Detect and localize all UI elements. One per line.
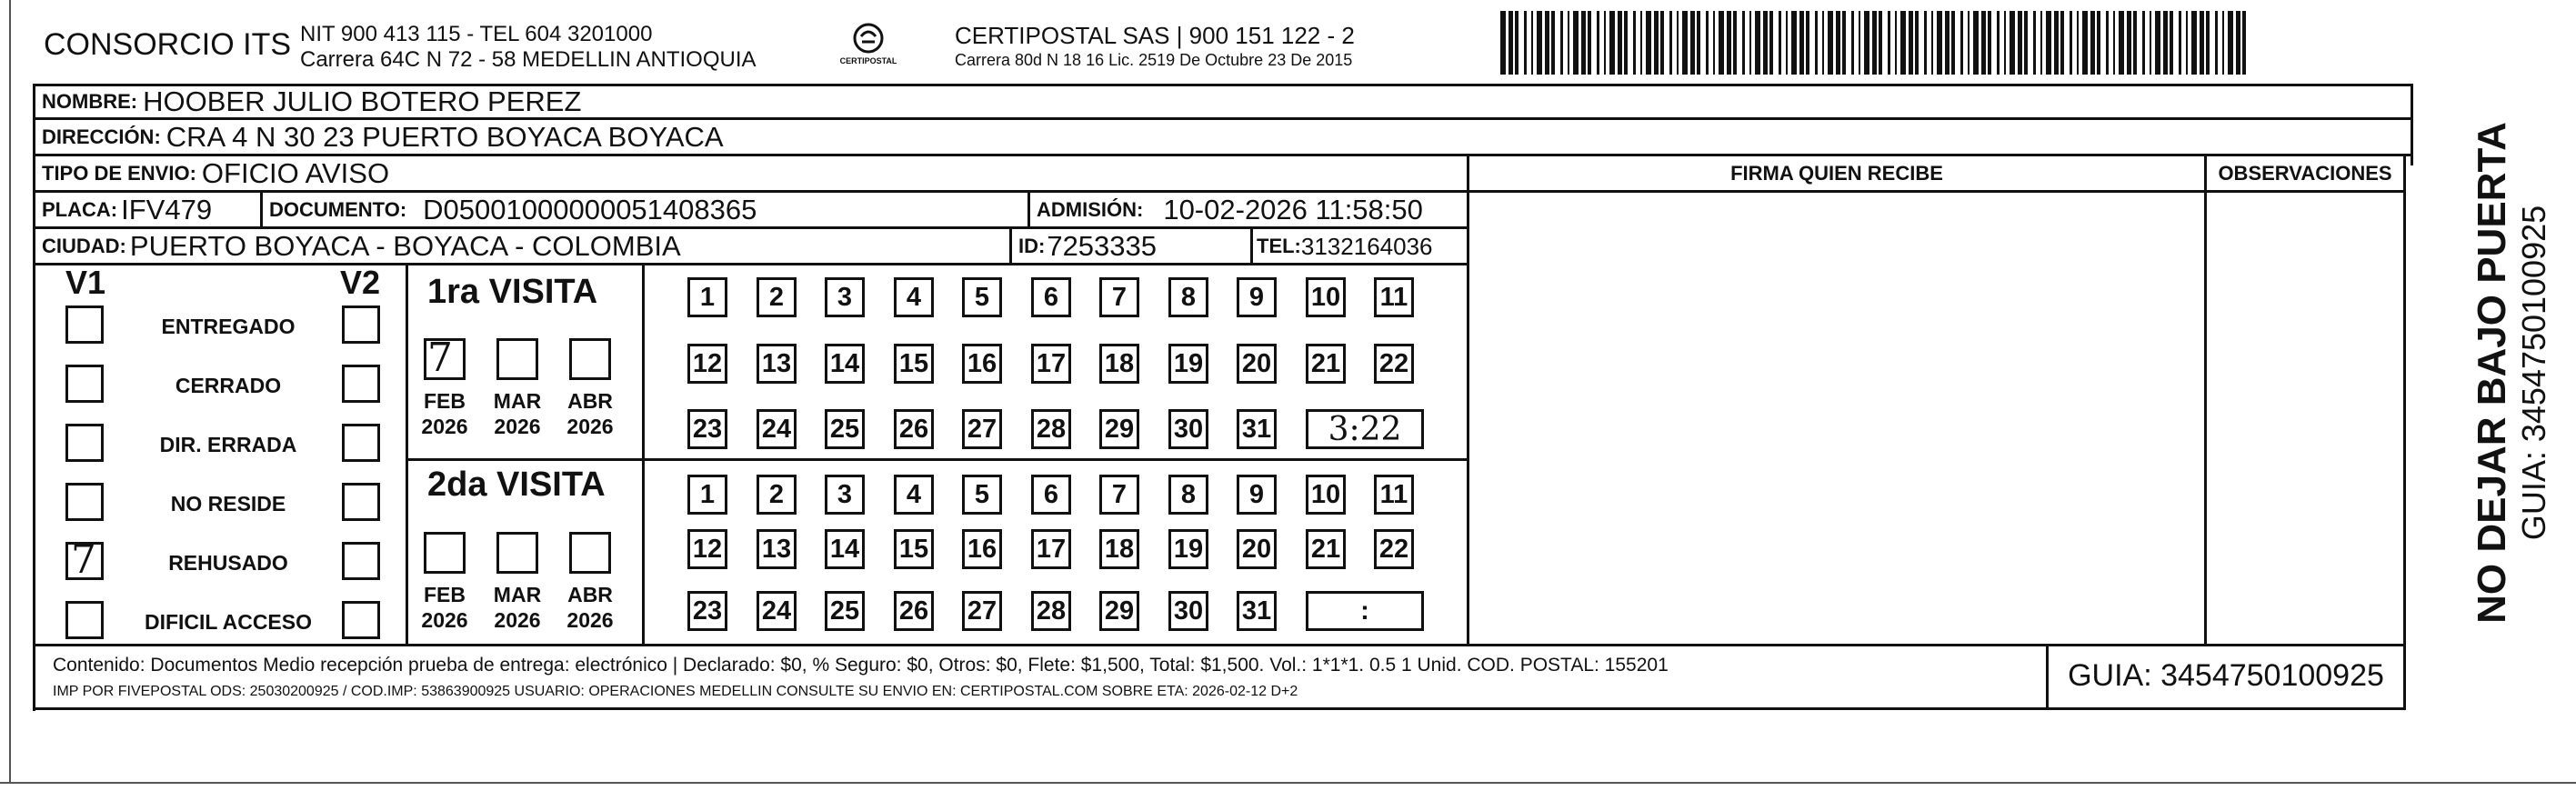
barcode-bar [1945, 11, 1950, 75]
first-visit-day-box[interactable]: 5 [962, 277, 1002, 317]
status-label: DIFICIL ACCESO [144, 610, 312, 634]
second-visit-time-box[interactable]: : [1306, 591, 1424, 631]
nombre-value: HOOBER JULIO BOTERO PEREZ [143, 85, 582, 117]
first-visit-day-box[interactable]: 31 [1237, 409, 1277, 449]
barcode-bar [1524, 11, 1527, 75]
barcode [1500, 11, 2255, 76]
second-visit-day-box[interactable]: 24 [757, 591, 797, 631]
documento-label: DOCUMENTO: [269, 198, 407, 221]
first-visit-title: 1ra VISITA [427, 273, 598, 311]
barcode-bar [1669, 11, 1672, 75]
barcode-bar [2046, 11, 2051, 75]
barcode-bar [1640, 11, 1642, 75]
admision-label: ADMISIÓN: [1037, 198, 1144, 221]
barcode-bar [2155, 11, 2160, 75]
barcode-bar [2206, 11, 2210, 75]
barcode-bar [1755, 11, 1760, 75]
month-label: FEB [424, 389, 466, 413]
v2-checkbox[interactable] [342, 305, 380, 344]
second-visit-day-box[interactable]: 16 [962, 529, 1002, 569]
month-label: FEB [424, 583, 466, 606]
second-visit-day-box[interactable]: 7 [1099, 475, 1139, 515]
tipo-label: TIPO DE ENVIO: [42, 162, 196, 185]
barcode-bar [1900, 11, 1906, 75]
barcode-bar [2133, 11, 2137, 75]
v1-checkbox[interactable] [65, 483, 104, 521]
second-visit-day-box[interactable]: 25 [825, 591, 865, 631]
side-text [2470, 122, 2553, 624]
first-visit-day-box[interactable]: 12 [687, 344, 727, 384]
barcode-bar [1879, 11, 1882, 75]
barcode-bar [1749, 11, 1751, 75]
second-visit-day-box[interactable]: 10 [1306, 475, 1346, 515]
tipo-value: OFICIO AVISO [201, 157, 390, 189]
second-visit-day-box[interactable]: 11 [1374, 475, 1414, 515]
month-label: ABR [567, 389, 613, 413]
carrier-name: CERTIPOSTAL SAS | 900 151 122 - 2 [955, 22, 1355, 49]
ciudad-label: CIUDAD: [42, 235, 126, 257]
v1-handwritten-mark: 7 [71, 536, 96, 583]
second-visit-day-box[interactable]: 31 [1237, 591, 1277, 631]
barcode-bar [2150, 11, 2151, 75]
imp-text: IMP POR FIVEPOSTAL ODS: 25030200925 / COD.IMP: 53863900925 USUARIO: OPERACIONES MEDELLIN CONSULTE SU ENVIO EN: CERTIPOSTAL.COM SOBRE ETA: 2026-02-12 D+2 [53, 684, 1298, 699]
barcode-bar [1515, 11, 1519, 75]
first-visit-month-box[interactable] [569, 338, 611, 380]
barcode-bar [1791, 11, 1797, 75]
first-visit-time-box[interactable]: 3:22 [1306, 409, 1424, 449]
second-visit-day-box[interactable]: 5 [962, 475, 1002, 515]
first-visit-day-box[interactable]: 23 [687, 409, 727, 449]
barcode-bar [2004, 11, 2006, 75]
placa-value: IFV479 [121, 194, 213, 225]
first-visit-day-box[interactable]: 4 [894, 277, 934, 317]
barcode-bar [1618, 11, 1622, 75]
barcode-bar [1859, 11, 1860, 75]
second-visit-day-box[interactable]: 2 [757, 475, 797, 515]
documento-cell [269, 193, 757, 227]
barcode-bar [1509, 11, 1513, 75]
first-visit-day-box[interactable]: 24 [757, 409, 797, 449]
firma-label: FIRMA QUIEN RECIBE [1730, 162, 1943, 185]
barcode-bar [1951, 11, 1955, 75]
v1-checkbox[interactable] [65, 305, 104, 344]
barcode-bar [1822, 11, 1824, 75]
second-visit-month-box[interactable] [424, 532, 466, 574]
barcode-bar [1727, 11, 1731, 75]
barcode-bar [2186, 11, 2188, 75]
first-visit-month-mark: 7 [427, 335, 453, 381]
month-label: ABR [567, 583, 613, 606]
barcode-bar [1690, 11, 1695, 75]
second-visit-day-box[interactable]: 13 [757, 529, 797, 569]
first-visit-day-box[interactable]: 18 [1099, 344, 1139, 384]
first-visit-month-box[interactable] [496, 338, 538, 380]
second-visit-day-box[interactable]: 19 [1168, 529, 1208, 569]
id-label: ID: [1018, 235, 1046, 257]
second-visit-day-box[interactable]: 23 [687, 591, 727, 631]
first-visit-day-box[interactable]: 7 [1099, 277, 1139, 317]
barcode-bar [1842, 11, 1846, 75]
barcode-bar [1763, 11, 1768, 75]
barcode-bar [1981, 11, 1986, 75]
v1-checkbox[interactable] [65, 601, 104, 639]
first-visit-day-box[interactable]: 30 [1168, 409, 1208, 449]
second-visit-day-box[interactable]: 15 [894, 529, 934, 569]
barcode-bar [2242, 11, 2246, 75]
second-visit-day-box[interactable]: 1 [687, 475, 727, 515]
barcode-bar [1537, 11, 1542, 75]
v1-checkbox[interactable] [65, 424, 104, 462]
barcode-bar [1604, 11, 1606, 75]
barcode-bar [1779, 11, 1781, 75]
documento-value: D05001000000051408365 [423, 194, 757, 225]
second-visit-day-box[interactable]: 29 [1099, 591, 1139, 631]
first-visit-day-box[interactable]: 11 [1374, 277, 1414, 317]
first-visit-day-box[interactable]: 28 [1031, 409, 1071, 449]
barcode-bar [1713, 11, 1715, 75]
barcode-bar [1895, 11, 1897, 75]
barcode-bar [2113, 11, 2115, 75]
barcode-bar [1588, 11, 1591, 75]
barcode-bar [2090, 11, 2095, 75]
barcode-bar [1988, 11, 1991, 75]
barcode-bar [2119, 11, 2124, 75]
barcode-bar [1677, 11, 1679, 75]
second-visit-month-box[interactable] [569, 532, 611, 574]
barcode-bar [1551, 11, 1555, 75]
barcode-bar [1931, 11, 1933, 75]
barcode-bar [2222, 11, 2224, 75]
tel-label: TEL: [1257, 235, 1301, 257]
barcode-bar [1597, 11, 1599, 75]
second-visit-month-box[interactable] [496, 532, 538, 574]
barcode-bar [2215, 11, 2218, 75]
barcode-bar [1799, 11, 1804, 75]
second-visit-day-box[interactable]: 4 [894, 475, 934, 515]
barcode-bar [2082, 11, 2088, 75]
barcode-bar [2010, 11, 2015, 75]
barcode-bar [1545, 11, 1549, 75]
placa-cell [42, 193, 212, 227]
month-label: MAR [493, 583, 542, 606]
barcode-bar [1864, 11, 1869, 75]
barcode-bar [1769, 11, 1773, 75]
year-label: 2026 [421, 608, 468, 632]
certipostal-logo-text: CERTIPOSTAL [839, 56, 897, 65]
barcode-bar [1806, 11, 1809, 75]
barcode-bar [1997, 11, 2000, 75]
barcode-bar [1888, 11, 1890, 75]
barcode-bar [2228, 11, 2233, 75]
barcode-bar [2106, 11, 2109, 75]
v2-checkbox[interactable] [342, 365, 380, 403]
barcode-bar [1573, 11, 1579, 75]
first-visit-day-box[interactable]: 17 [1031, 344, 1071, 384]
barcode-bar [2018, 11, 2022, 75]
direccion-row [42, 120, 724, 155]
v2-checkbox[interactable] [342, 542, 380, 580]
barcode-bar [1531, 11, 1533, 75]
v2-checkbox[interactable] [342, 601, 380, 639]
placa-label: PLACA: [42, 198, 118, 221]
company-address: Carrera 64C N 72 - 58 MEDELLIN ANTIOQUIA [300, 47, 757, 72]
company-nit: NIT 900 413 115 - TEL 604 3201000 [300, 22, 653, 46]
contenido-text: Contenido: Documentos Medio recepción prueba de entrega: electrónico | Declarado: $0, % Seguro: $0, Otros: $0, Flete: $1,500, Total: $1,500. Vol.: 1*1*1. 0.5 1 Unid. COD. POSTAL: 155201 [53, 655, 1669, 676]
barcode-bar [2024, 11, 2028, 75]
first-visit-day-box[interactable]: 29 [1099, 409, 1139, 449]
first-visit-day-box[interactable]: 16 [962, 344, 1002, 384]
barcode-bar [2040, 11, 2042, 75]
status-label: CERRADO [175, 374, 282, 397]
barcode-bar [1828, 11, 1833, 75]
admision-value: 10-02-2026 11:58:50 [1163, 194, 1423, 225]
first-visit-day-box[interactable]: 8 [1168, 277, 1208, 317]
no-dejar-text: NO DEJAR BAJO PUERTA [2470, 122, 2514, 624]
barcode-bar [2060, 11, 2064, 75]
barcode-bar [2179, 11, 2181, 75]
id-cell [1018, 229, 1157, 264]
first-visit-day-box[interactable]: 13 [757, 344, 797, 384]
barcode-bar [1742, 11, 1745, 75]
month-label: MAR [493, 389, 542, 413]
ciudad-value: PUERTO BOYACA - BOYACA - COLOMBIA [129, 230, 681, 262]
second-visit-day-box[interactable]: 3 [825, 475, 865, 515]
first-visit-day-box[interactable]: 14 [825, 344, 865, 384]
barcode-bar [1581, 11, 1586, 75]
second-visit-day-box[interactable]: 20 [1237, 529, 1277, 569]
barcode-bar [2191, 11, 2197, 75]
barcode-bar [1706, 11, 1709, 75]
barcode-bar [1786, 11, 1788, 75]
barcode-bar [1568, 11, 1569, 75]
barcode-bar [1660, 11, 1664, 75]
year-label: 2026 [566, 608, 614, 632]
barcode-bar [1609, 11, 1615, 75]
v2-checkbox[interactable] [342, 483, 380, 521]
status-label: NO RESIDE [170, 492, 286, 516]
barcode-bar [1915, 11, 1919, 75]
barcode-bar [1937, 11, 1942, 75]
year-label: 2026 [494, 415, 541, 438]
barcode-bar [1500, 11, 1506, 75]
barcode-bar [2170, 11, 2173, 75]
ciudad-cell [42, 229, 681, 264]
first-visit-day-box[interactable]: 1 [687, 277, 727, 317]
first-visit-day-box[interactable]: 27 [962, 409, 1002, 449]
status-label: REHUSADO [168, 551, 288, 575]
first-visit-day-box[interactable]: 22 [1374, 344, 1414, 384]
company-name: CONSORCIO ITS [44, 27, 292, 62]
barcode-bar [1697, 11, 1700, 75]
certipostal-logo [837, 20, 900, 75]
year-label: 2026 [421, 415, 468, 438]
barcode-bar [2236, 11, 2240, 75]
barcode-bar [2054, 11, 2059, 75]
first-visit-day-box[interactable]: 25 [825, 409, 865, 449]
first-visit-day-box[interactable]: 19 [1168, 344, 1208, 384]
barcode-bar [2142, 11, 2145, 75]
barcode-bar [2200, 11, 2204, 75]
v1-heading: V1 [65, 264, 106, 301]
direccion-value: CRA 4 N 30 23 PUERTO BOYACA BOYACA [165, 121, 724, 153]
second-visit-day-box[interactable]: 6 [1031, 475, 1071, 515]
first-visit-day-box[interactable]: 3 [825, 277, 865, 317]
observaciones-label: OBSERVACIONES [2218, 162, 2392, 185]
tel-cell [1257, 229, 1433, 264]
second-visit-day-box[interactable]: 8 [1168, 475, 1208, 515]
year-label: 2026 [494, 608, 541, 632]
tel-value: 3132164036 [1300, 232, 1433, 260]
nombre-row [42, 85, 581, 118]
barcode-bar [1960, 11, 1963, 75]
barcode-bar [1654, 11, 1659, 75]
barcode-bar [1836, 11, 1840, 75]
carrier-address: Carrera 80d N 18 16 Lic. 2519 De Octubre 23 De 2015 [955, 51, 1353, 69]
barcode-bar [2070, 11, 2072, 75]
barcode-bar [1851, 11, 1854, 75]
second-visit-title: 2da VISITA [427, 466, 606, 504]
second-visit-day-box[interactable]: 12 [687, 529, 727, 569]
first-visit-day-box[interactable]: 10 [1306, 277, 1346, 317]
id-value: 7253335 [1047, 230, 1158, 262]
direccion-label: DIRECCIÓN: [42, 125, 161, 148]
barcode-bar [2163, 11, 2168, 75]
nombre-label: NOMBRE: [42, 90, 138, 113]
barcode-bar [1909, 11, 1913, 75]
first-visit-day-box[interactable]: 9 [1237, 277, 1277, 317]
first-visit-day-box[interactable]: 15 [894, 344, 934, 384]
side-guia-text: GUIA: 3454750100925 [2515, 205, 2552, 541]
second-visit-day-box[interactable]: 26 [894, 591, 934, 631]
first-visit-day-box[interactable]: 21 [1306, 344, 1346, 384]
barcode-bar [1973, 11, 1979, 75]
barcode-bar [1872, 11, 1877, 75]
barcode-bar [2077, 11, 2079, 75]
first-visit-day-box[interactable]: 2 [757, 277, 797, 317]
second-visit-day-box[interactable]: 18 [1099, 529, 1139, 569]
second-visit-day-box[interactable]: 9 [1237, 475, 1277, 515]
barcode-bar [1633, 11, 1636, 75]
v2-checkbox[interactable] [342, 424, 380, 462]
second-visit-day-box[interactable]: 28 [1031, 591, 1071, 631]
second-visit-day-box[interactable]: 14 [825, 529, 865, 569]
v2-heading: V2 [340, 264, 381, 301]
v1-checkbox[interactable] [65, 365, 104, 403]
barcode-bar [2097, 11, 2100, 75]
barcode-bar [1646, 11, 1651, 75]
second-visit-day-box[interactable]: 17 [1031, 529, 1071, 569]
first-visit-day-box[interactable]: 6 [1031, 277, 1071, 317]
second-visit-day-box[interactable]: 30 [1168, 591, 1208, 631]
second-visit-day-box[interactable]: 22 [1374, 529, 1414, 569]
second-visit-day-box[interactable]: 27 [962, 591, 1002, 631]
barcode-bar [2127, 11, 2131, 75]
tipo-row [42, 156, 389, 191]
guia-box: GUIA: 3454750100925 [2068, 658, 2384, 693]
barcode-bar [1815, 11, 1818, 75]
barcode-bar [1968, 11, 1970, 75]
barcode-bar [1733, 11, 1737, 75]
status-label: DIR. ERRADA [159, 433, 297, 456]
barcode-bar [1719, 11, 1724, 75]
admision-cell [1037, 193, 1423, 227]
barcode-bar [1624, 11, 1628, 75]
barcode-bar [2033, 11, 2036, 75]
status-label: ENTREGADO [161, 315, 296, 338]
barcode-bar [1682, 11, 1688, 75]
first-visit-day-box[interactable]: 20 [1237, 344, 1277, 384]
second-visit-day-box[interactable]: 21 [1306, 529, 1346, 569]
barcode-bar [1924, 11, 1927, 75]
barcode-bar [1560, 11, 1563, 75]
first-visit-day-box[interactable]: 26 [894, 409, 934, 449]
certipostal-logo-icon [837, 20, 900, 75]
year-label: 2026 [566, 415, 614, 438]
